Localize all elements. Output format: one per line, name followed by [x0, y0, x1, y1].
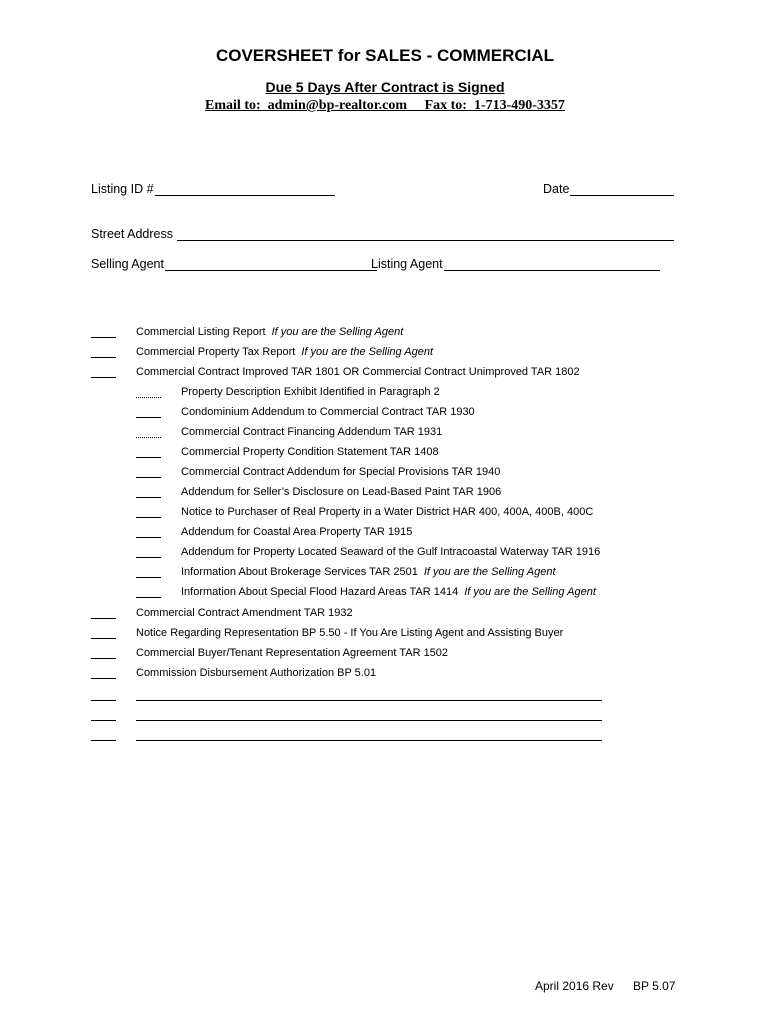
- checklist-item[interactable]: [91, 667, 376, 679]
- checklist-item-label: Property Description Exhibit Identified in Paragraph 2: [181, 386, 440, 398]
- checkbox-blank[interactable]: [91, 648, 116, 659]
- date-line[interactable]: [570, 183, 674, 196]
- checkbox-blank[interactable]: [91, 730, 116, 741]
- checkbox-blank[interactable]: [91, 367, 116, 378]
- checkbox-blank[interactable]: [136, 487, 161, 498]
- checklist-subitem[interactable]: [136, 486, 501, 498]
- checklist-item-label: Commercial Buyer/Tenant Representation Agreement TAR 1502: [136, 647, 449, 659]
- selling-agent-field[interactable]: [91, 257, 377, 271]
- street-address-field[interactable]: [91, 227, 674, 241]
- checkbox-blank[interactable]: [136, 527, 161, 538]
- listing-agent-line[interactable]: [444, 258, 660, 271]
- checklist-item-label: Condominium Addendum to Commercial Contract TAR 1930: [181, 406, 475, 418]
- checklist-item-label: Commercial Contract Addendum for Special Provisions TAR 1940: [181, 466, 501, 478]
- checklist-item-label: Commercial Contract Improved TAR 1801 OR Commercial Contract Unimproved TAR 1802: [136, 366, 580, 378]
- checklist-item[interactable]: [91, 326, 403, 338]
- checkbox-blank[interactable]: [136, 547, 161, 558]
- form-code: BP 5.07: [633, 979, 676, 993]
- street-address-label: Street Address: [91, 227, 173, 241]
- date-field[interactable]: [543, 182, 674, 196]
- write-in-line[interactable]: [136, 730, 602, 741]
- blank-row[interactable]: [91, 730, 602, 741]
- checklist-subitem[interactable]: [136, 546, 600, 558]
- checklist-subitem[interactable]: [136, 506, 593, 518]
- checklist-item-label: Addendum for Coastal Area Property TAR 1915: [181, 526, 413, 538]
- checkbox-blank[interactable]: [136, 427, 161, 438]
- checklist-item-label: Commercial Property Condition Statement TAR 1408: [181, 446, 439, 458]
- checklist-item-label: Commercial Listing Report: [136, 326, 266, 338]
- checkbox-blank[interactable]: [136, 507, 161, 518]
- checkbox-blank[interactable]: [136, 467, 161, 478]
- listing-agent-label: Listing Agent: [371, 257, 443, 271]
- checkbox-blank[interactable]: [136, 447, 161, 458]
- street-address-line[interactable]: [177, 228, 674, 241]
- checklist-item[interactable]: [91, 366, 580, 378]
- checklist-item-label: Notice to Purchaser of Real Property in a Water District HAR 400, 400A, 400B, 400C: [181, 506, 594, 518]
- checklist-item-label: Addendum for Property Located Seaward of the Gulf Intracoastal Waterway TAR 1916: [181, 546, 601, 558]
- checklist-item[interactable]: [91, 647, 448, 659]
- checkbox-blank[interactable]: [91, 628, 116, 639]
- checklist-subitem[interactable]: [136, 466, 500, 478]
- checklist-item[interactable]: [91, 627, 563, 639]
- checklist-item-label: Notice Regarding Representation BP 5.50 - If You Are Listing Agent and Assisting Buyer: [136, 627, 564, 639]
- checkbox-blank[interactable]: [136, 387, 161, 398]
- checklist-item-note: If you are the Selling Agent: [301, 346, 434, 358]
- checklist-item-label: Commercial Property Tax Report: [136, 346, 296, 358]
- blank-row[interactable]: [91, 690, 602, 701]
- checklist-item-label: Information About Special Flood Hazard Areas TAR 1414: [181, 586, 459, 598]
- checkbox-blank[interactable]: [136, 407, 161, 418]
- checkbox-blank[interactable]: [91, 710, 116, 721]
- checklist-item-label: Commercial Contract Financing Addendum TAR 1931: [181, 426, 443, 438]
- checklist-item-note: If you are the Selling Agent: [464, 586, 596, 598]
- checkbox-blank[interactable]: [91, 690, 116, 701]
- checklist-item[interactable]: [91, 346, 433, 358]
- write-in-line[interactable]: [136, 690, 602, 701]
- selling-agent-line[interactable]: [165, 258, 377, 271]
- contact-line: Email to: admin@bp-realtor.com Fax to: 1-713-490-3357: [205, 98, 565, 113]
- checklist-subitem[interactable]: [136, 586, 596, 598]
- checkbox-blank[interactable]: [91, 327, 116, 338]
- listing-id-label: Listing ID #: [91, 182, 154, 196]
- listing-agent-field[interactable]: [371, 257, 660, 271]
- checkbox-blank[interactable]: [91, 608, 116, 619]
- checkbox-blank[interactable]: [136, 587, 161, 598]
- checklist-subitem[interactable]: [136, 446, 439, 458]
- checklist-item[interactable]: [91, 607, 353, 619]
- write-in-line[interactable]: [136, 710, 602, 721]
- listing-id-field[interactable]: [91, 182, 335, 196]
- checkbox-blank[interactable]: [136, 567, 161, 578]
- document-title: COVERSHEET for SALES - COMMERCIAL: [215, 46, 555, 65]
- checklist-item-label: Addendum for Seller’s Disclosure on Lead-Based Paint TAR 1906: [181, 486, 502, 498]
- selling-agent-label: Selling Agent: [91, 257, 164, 271]
- checklist-item-label: Commission Disbursement Authorization BP 5.01: [136, 667, 377, 679]
- checklist-subitem[interactable]: [136, 386, 440, 398]
- checklist-subitem[interactable]: [136, 426, 442, 438]
- checkbox-blank[interactable]: [91, 668, 116, 679]
- blank-row[interactable]: [91, 710, 602, 721]
- checklist-item-note: If you are the Selling Agent: [271, 326, 404, 338]
- listing-id-line[interactable]: [155, 183, 335, 196]
- due-notice: Due 5 Days After Contract is Signed: [265, 79, 505, 95]
- date-label: Date: [543, 182, 570, 196]
- checklist-item-label: Commercial Contract Amendment TAR 1932: [136, 607, 353, 619]
- checklist-item-label: Information About Brokerage Services TAR 2501: [181, 566, 418, 578]
- checklist-item-note: If you are the Selling Agent: [423, 566, 556, 578]
- checklist-subitem[interactable]: [136, 566, 556, 578]
- checklist-subitem[interactable]: [136, 406, 475, 418]
- checklist-subitem[interactable]: [136, 526, 412, 538]
- revision-date: April 2016 Rev: [535, 979, 614, 993]
- checkbox-blank[interactable]: [91, 347, 116, 358]
